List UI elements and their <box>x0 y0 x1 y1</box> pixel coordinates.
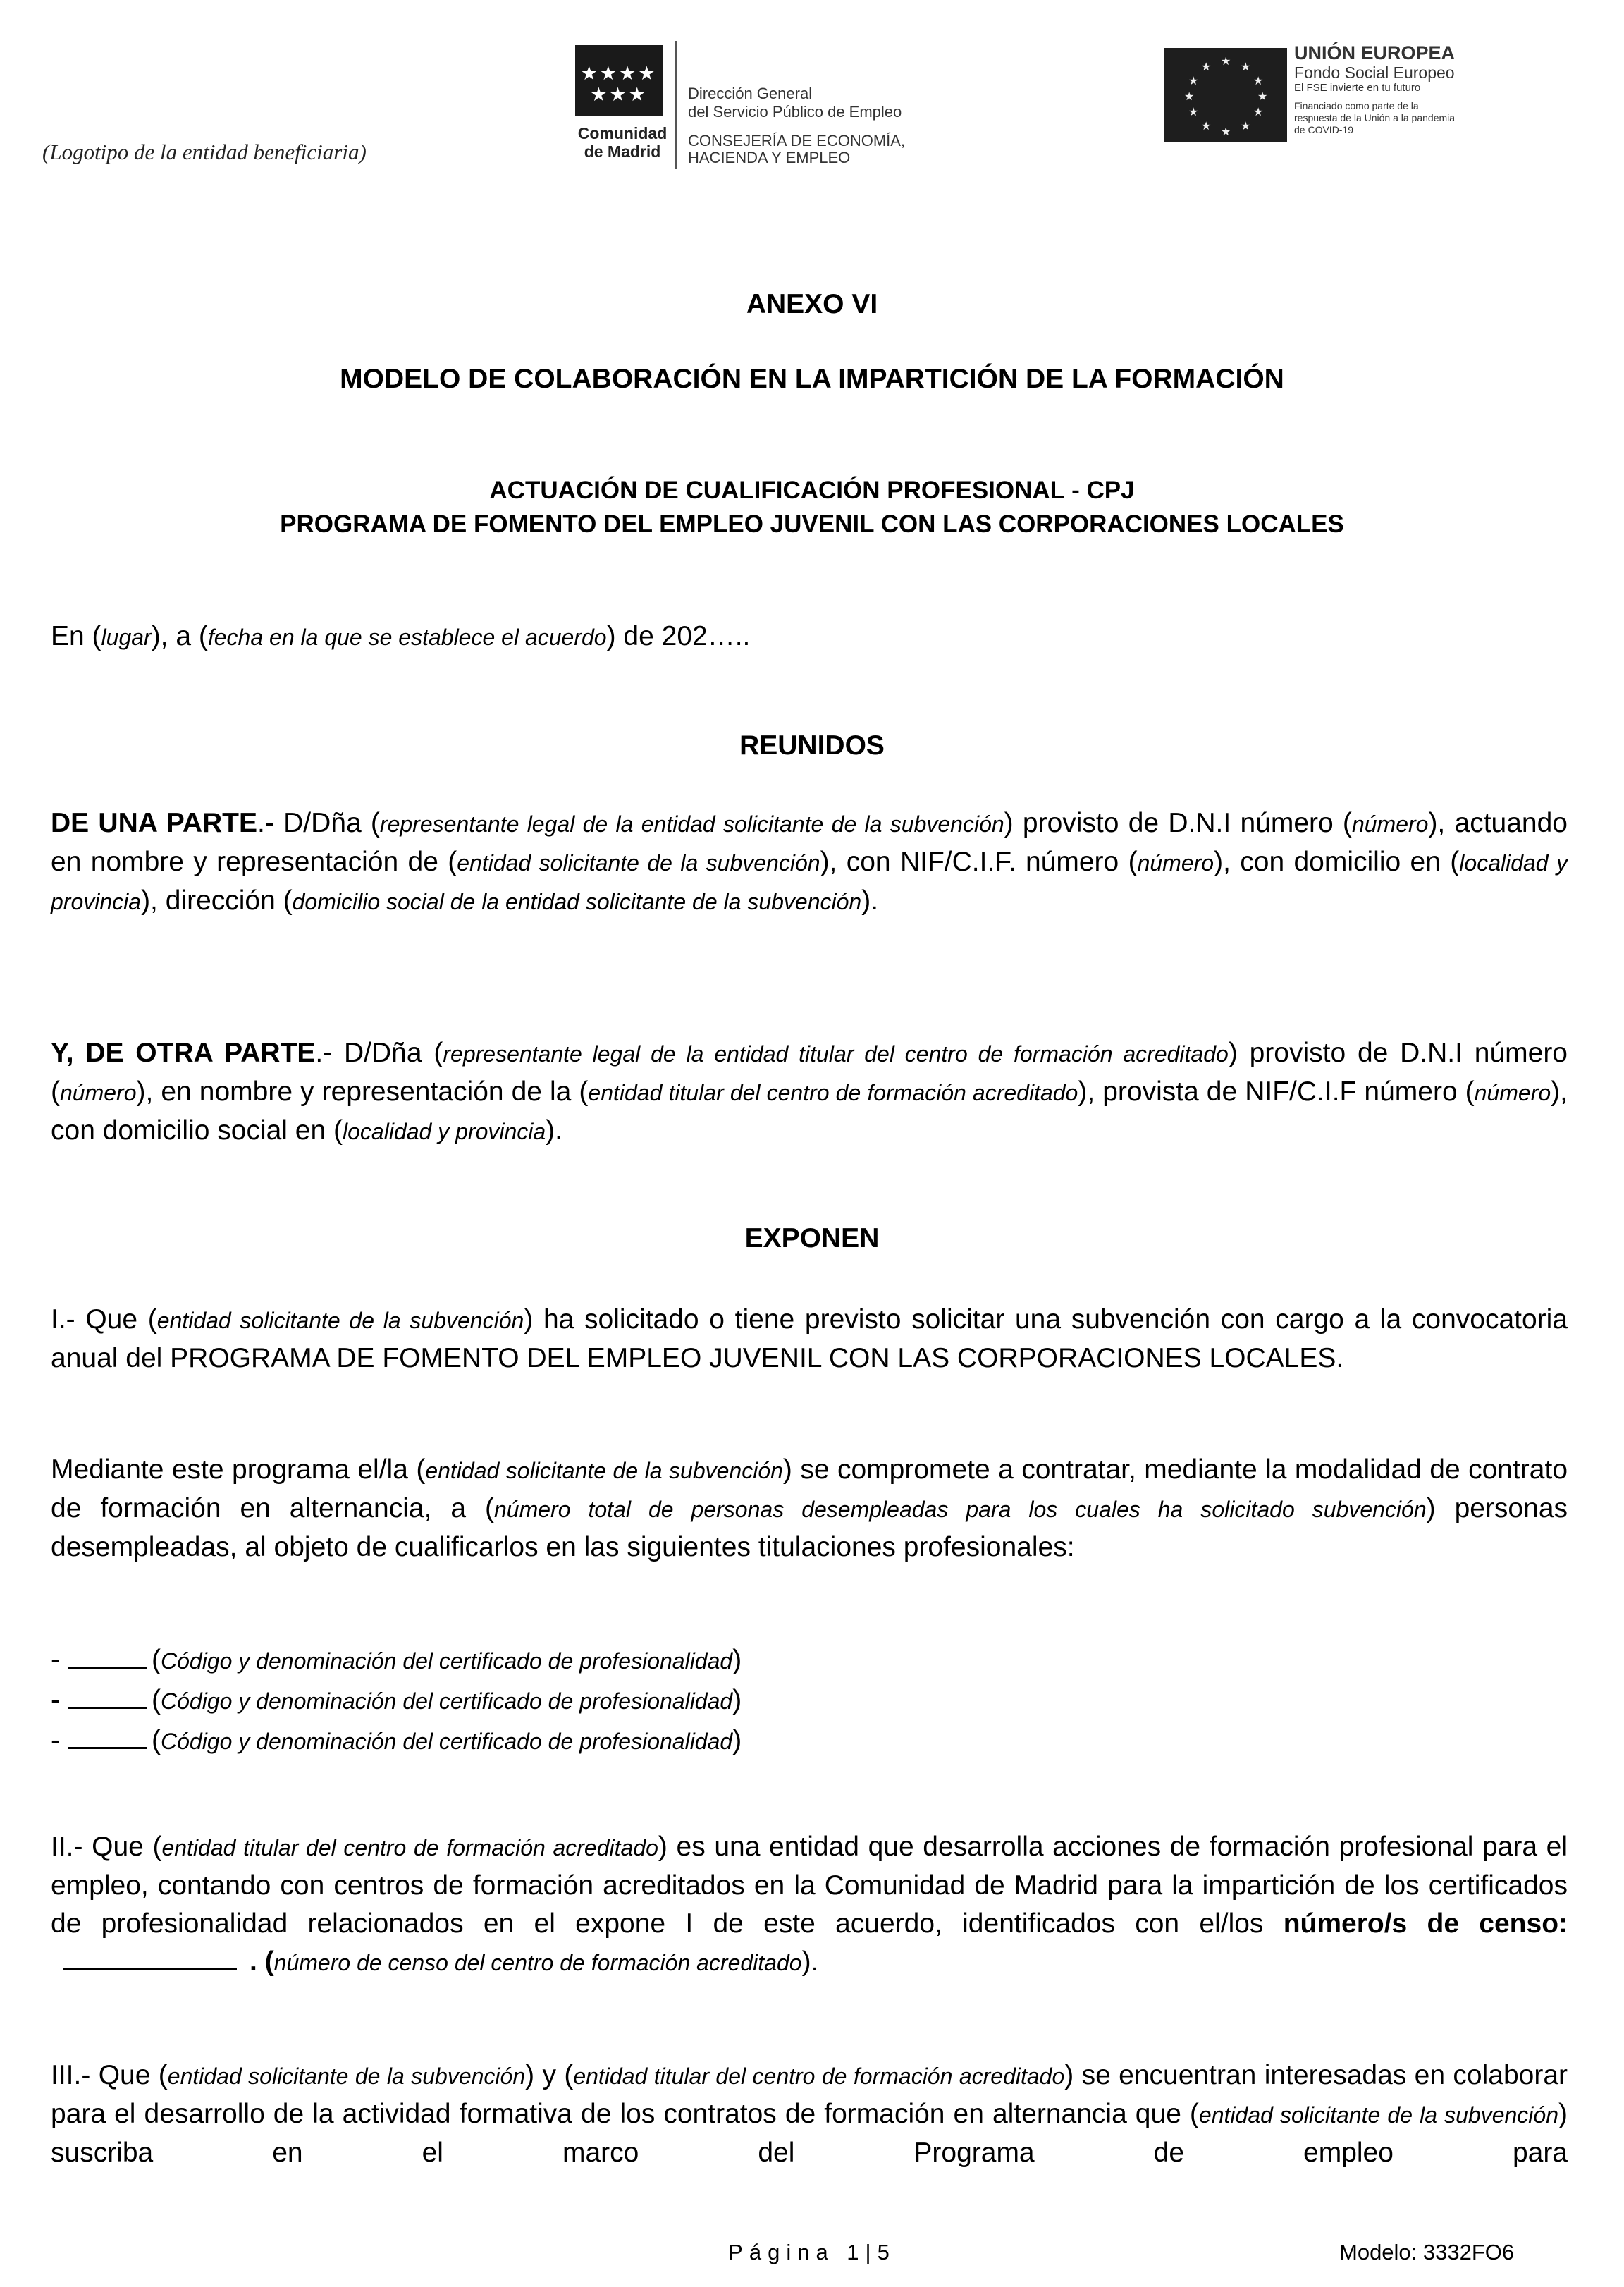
certificate-list-item: - (Código y denominación del certificado de profesionalidad) <box>51 1645 742 1675</box>
cm-logo-divider <box>675 41 677 169</box>
eu-flag-icon: ★ ★ ★ ★ ★ ★ ★ ★ ★ ★ ★ ★ <box>1164 48 1287 142</box>
expone-item-3: III.- Que (entidad solicitante de la subvención) y (entidad titular del centro de formación acreditado) se encuentran interesadas en colaborar para el desarrollo de la actividad formativa de los contratos de formación en alternancia que (entidad solicitante de la subvención) suscriba en el marco del Programa de empleo para <box>51 2060 1568 2168</box>
certificate-list-item: - (Código y denominación del certificado de profesionalidad) <box>51 1685 742 1715</box>
madrid-flag-icon: ★★★★ ★★★ <box>575 45 663 116</box>
action-subtitle: ACTUACIÓN DE CUALIFICACIÓN PROFESIONAL - CPJ <box>489 477 1135 504</box>
certificate-code-blank[interactable] <box>68 1645 147 1669</box>
union-europea-logo <box>1164 42 1466 162</box>
cm-logo-name: Comunidad de Madrid <box>577 124 668 161</box>
party-two-paragraph: Y, DE OTRA PARTE.- D/Dña (representante legal de la entidad titular del centro de formación acreditado) provisto de D.N.I número (número), en nombre y representación de la (entidad titular del centro de formación acreditado), provista de NIF/C.I.F número (número), con domicilio social en (localidad y provincia). <box>51 1038 1568 1146</box>
exponen-heading: EXPONEN <box>744 1223 880 1253</box>
eu-logo-text: UNIÓN EUROPEA Fondo Social Europeo El FSE invierte en tu futuro Financiado como parte de la respuesta de la Unión a la pandemia de COVID-19 <box>1294 42 1456 135</box>
annex-title: ANEXO VI <box>746 289 878 319</box>
cm-logo-consejeria: CONSEJERÍA DE ECONOMÍA, HACIENDA Y EMPLEO <box>688 132 906 166</box>
placeholder-place: lugar <box>101 625 152 650</box>
certificate-code-blank[interactable] <box>68 1726 147 1749</box>
census-number-blank[interactable] <box>63 1947 237 1970</box>
certificate-list-item: - (Código y denominación del certificado de profesionalidad) <box>51 1725 742 1755</box>
document-main-title: MODELO DE COLABORACIÓN EN LA IMPARTICIÓN DE LA FORMACIÓN <box>340 364 1284 394</box>
page-number: Página 1|5 <box>728 2240 896 2264</box>
mediante-paragraph: Mediante este programa el/la (entidad solicitante de la subvención) se compromete a contratar, mediante la modalidad de contrato de formación en alternancia, a (número total de personas desempleadas para los cuales ha solicitado subvención) personas desempleadas, al objeto de cualificarlos en las siguientes titulaciones profesionales: <box>51 1454 1568 1562</box>
beneficiary-logo-placeholder-note: (Logotipo de la entidad beneficiaria) <box>42 140 367 164</box>
party-one-lead: DE UNA PARTE <box>51 808 258 838</box>
expone-item-1: I.- Que (entidad solicitante de la subvención) ha solicitado o tiene previsto solicitar una subvención con cargo a la convocatoria anual del PROGRAMA DE FOMENTO DEL EMPLEO JUVENIL CON LAS CORPORACIONES LOCALES. <box>51 1304 1568 1373</box>
party-one-paragraph: DE UNA PARTE.- D/Dña (representante legal de la entidad solicitante de la subvención) provisto de D.N.I número (número), actuando en nombre y representación de (entidad solicitante de la subvención), con NIF/C.I.F. número (número), con domicilio en (localidad y provincia), dirección (domicilio social de la entidad solicitante de la subvención). <box>51 808 1568 916</box>
party-two-lead: Y, DE OTRA PARTE <box>51 1038 316 1068</box>
place-date-line: En (lugar), a (fecha en la que se establece el acuerdo) de 202….. <box>51 621 751 651</box>
placeholder-date: fecha en la que se establece el acuerdo <box>207 625 607 650</box>
reunidos-heading: REUNIDOS <box>739 730 885 761</box>
model-code: Modelo: 3332FO6 <box>1339 2240 1515 2264</box>
certificate-list <box>51 1641 1568 1761</box>
census-number-label: número/s de censo: <box>1283 1908 1568 1939</box>
certificate-code-blank[interactable] <box>68 1686 147 1709</box>
comunidad-de-madrid-logo <box>570 41 911 169</box>
cm-logo-direccion-general: Dirección General del Servicio Público de Empleo <box>688 85 902 121</box>
program-subtitle: PROGRAMA DE FOMENTO DEL EMPLEO JUVENIL CON LAS CORPORACIONES LOCALES <box>280 510 1344 538</box>
expone-item-2: II.- Que (entidad titular del centro de formación acreditado) es una entidad que desarrolla acciones de formación profesional para el empleo, contando con centros de formación acreditados en la Comunidad de Madrid para la impartición de los certificados de profesionalidad relacionados en el expone I de este acuerdo, identificados con el/los número/s de censo:. (número de censo del centro de formación acreditado). <box>51 1832 1568 1977</box>
